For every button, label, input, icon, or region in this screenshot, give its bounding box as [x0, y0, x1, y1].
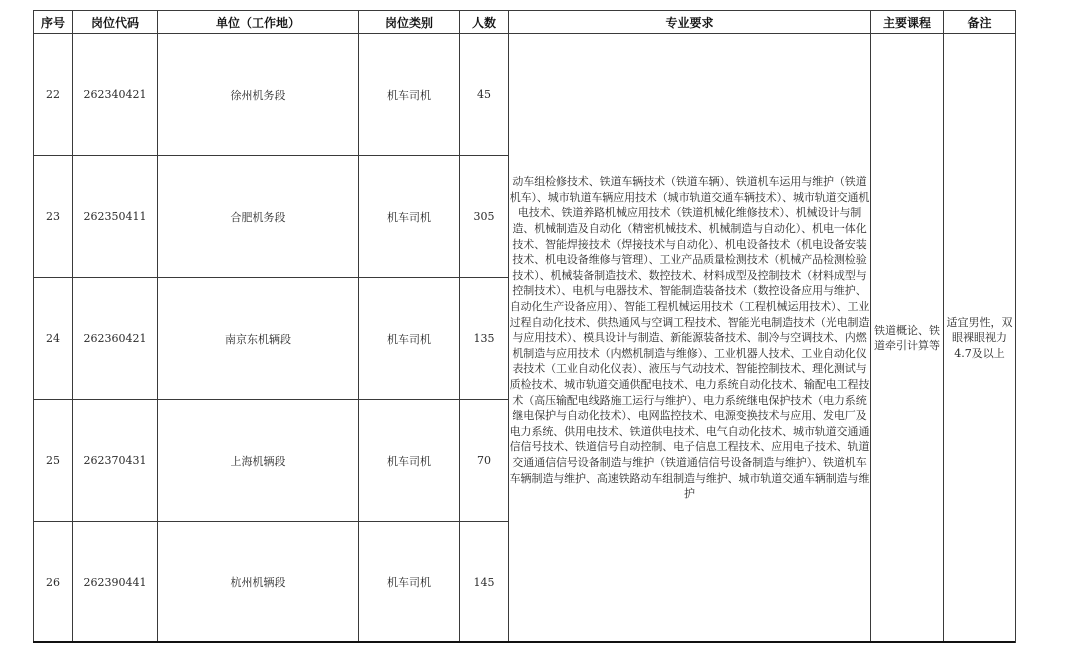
recruitment-table: [33, 10, 1016, 643]
cell-seq: 23: [34, 156, 73, 278]
cell-unit: 合肥机务段: [158, 156, 359, 278]
cell-code: 262350411: [73, 156, 158, 278]
cell-code: 262370431: [73, 400, 158, 522]
cell-seq: 26: [34, 522, 73, 643]
cell-major-requirement: 动车组检修技术、铁道车辆技术（铁道车辆）、铁道机车运用与维护（铁道机车）、城市轨道车辆应用技术（城市轨道交通车辆技术）、城市轨道交通机电技术、铁道养路机械应用技术（铁道机械化维修技术）、机械设计与制造、机械制造及自动化（精密机械技术、机械制造与自动化）、机电一体化技术、智能焊接技术（焊接技术与自动化）、机电设备技术（机电设备安装技术、机电设备维修与管理）、工业产品质量检测技术（机械产品检测检验技术）、机械装备制造技术、数控技术、材料成型及控制技术（材料成型与控制技术）、电机与电器技术、智能制造装备技术（数控设备应用与维护、自动化生产设备应用）、智能工程机械运用技术（工程机械运用技术）、工业过程自动化技术、供热通风与空调工程技术、智能光电制造技术（光电制造与应用技术）、模具设计与制造、新能源装备技术、制冷与空调技术、内燃机制造与应用技术（内燃机制造与维修）、工业机器人技术、工业自动化仪表技术（工业自动化仪表）、液压与气动技术、智能控制技术、理化测试与质检技术、城市轨道交通供配电技术、电力系统自动化技术、输配电工程技术（高压输配电线路施工运行与维护）、电力系统继电保护技术（电力系统继电保护与自动化技术）、电网监控技术、电源变换技术与应用、发电厂及电力系统、供用电技术、铁道供电技术、电气自动化技术、城市轨道交通通信信号技术、铁道信号自动控制、电子信息工程技术、应用电子技术、轨道交通通信信号设备制造与维护（铁道通信信号设备制造与维护）、铁道机车车辆制造与维护、高速铁路动车组制造与维护、城市轨道交通车辆制造与维护: [509, 34, 871, 643]
cell-count: 145: [460, 522, 509, 643]
header-category: 岗位类别: [359, 11, 460, 34]
cell-category: 机车司机: [359, 522, 460, 643]
table-row: [34, 34, 1016, 156]
cell-category: 机车司机: [359, 156, 460, 278]
cell-count: 70: [460, 400, 509, 522]
header-seq: 序号: [34, 11, 73, 34]
cell-seq: 25: [34, 400, 73, 522]
header-row: [34, 11, 1016, 34]
cell-count: 45: [460, 34, 509, 156]
cell-category: 机车司机: [359, 400, 460, 522]
cell-main-course: 铁道概论、铁道牵引计算等: [871, 34, 944, 643]
bottom-divider: [33, 641, 1015, 643]
cell-seq: 24: [34, 278, 73, 400]
cell-category: 机车司机: [359, 34, 460, 156]
cell-unit: 上海机辆段: [158, 400, 359, 522]
header-unit: 单位（工作地）: [158, 11, 359, 34]
header-count: 人数: [460, 11, 509, 34]
cell-remark: 适宜男性，双眼裸眼视力4.7及以上: [944, 34, 1016, 643]
cell-count: 305: [460, 156, 509, 278]
cell-code: 262360421: [73, 278, 158, 400]
cell-unit: 杭州机辆段: [158, 522, 359, 643]
cell-count: 135: [460, 278, 509, 400]
header-course: 主要课程: [871, 11, 944, 34]
cell-unit: 南京东机辆段: [158, 278, 359, 400]
cell-code: 262390441: [73, 522, 158, 643]
cell-seq: 22: [34, 34, 73, 156]
header-code: 岗位代码: [73, 11, 158, 34]
cell-unit: 徐州机务段: [158, 34, 359, 156]
header-note: 备注: [944, 11, 1016, 34]
cell-category: 机车司机: [359, 278, 460, 400]
header-major: 专业要求: [509, 11, 871, 34]
cell-code: 262340421: [73, 34, 158, 156]
